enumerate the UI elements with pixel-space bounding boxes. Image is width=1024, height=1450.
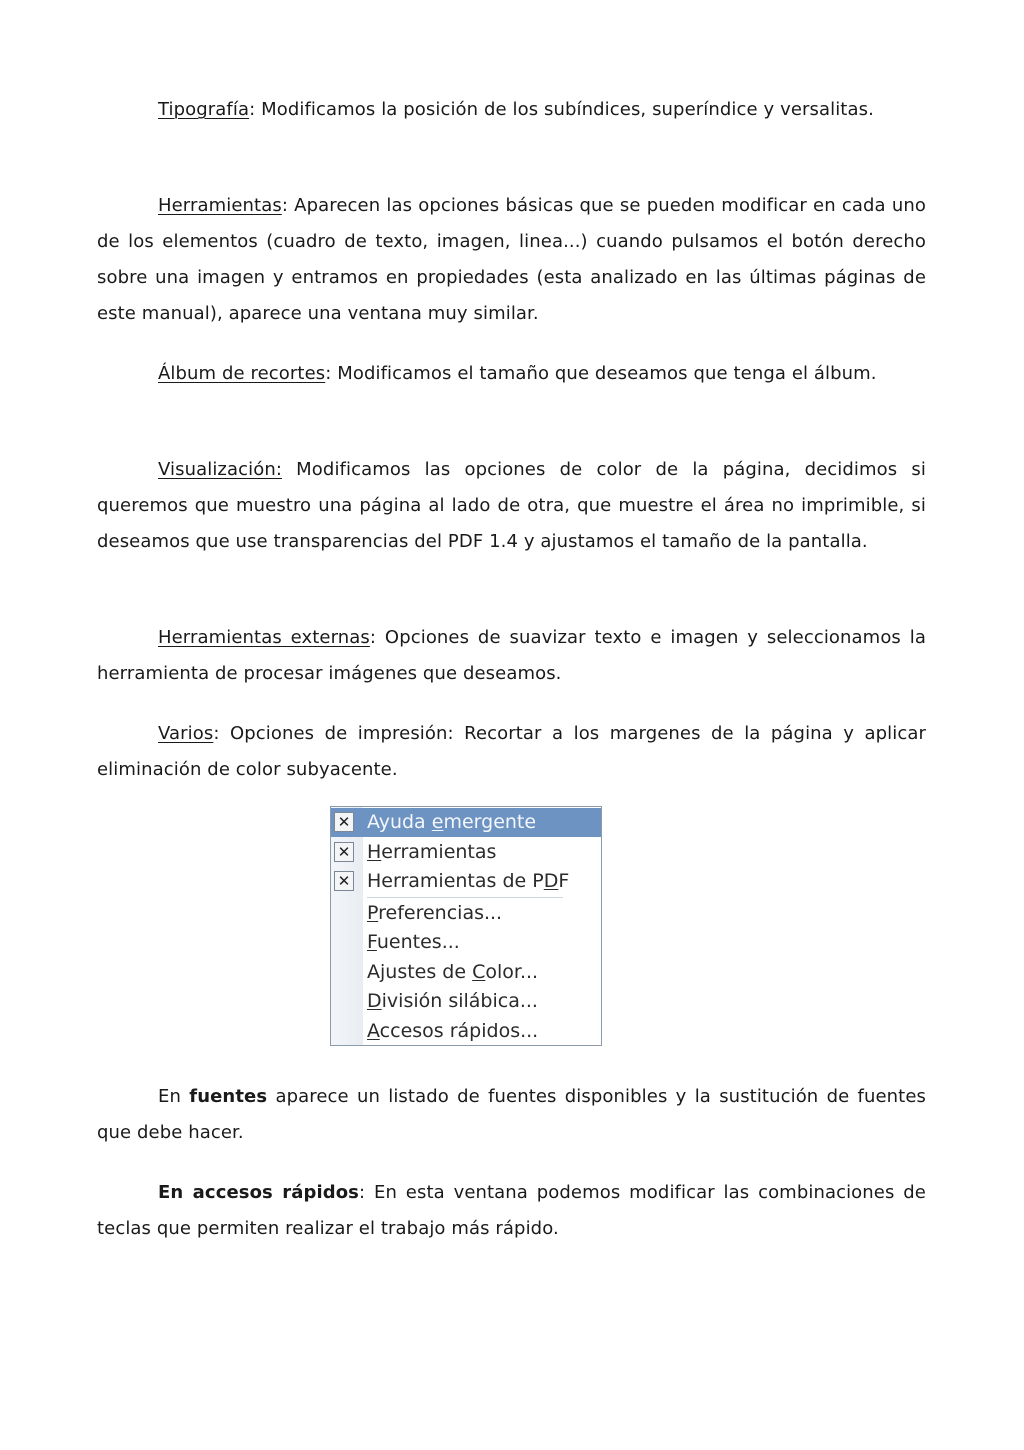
separator (282, 459, 296, 480)
checkbox-checked-icon[interactable]: ✕ (334, 842, 354, 862)
separator: : (249, 99, 262, 120)
paragraph-text: : En esta ventana podemos modificar las combinaciones de teclas que permiten realizar el trabajo más rápido. (97, 1182, 926, 1239)
menu-item-herramientas-pdf[interactable] (331, 867, 601, 896)
menu-item-ajustes-color[interactable] (331, 958, 601, 987)
paragraph-accesos-rapidos (97, 1175, 926, 1247)
menu-item-label: Ajustes de Color... (367, 961, 539, 983)
separator: : (325, 363, 338, 384)
menu-item-label: Herramientas (367, 841, 497, 863)
paragraph-varios (97, 716, 926, 788)
menu-item-label: Accesos rápidos... (367, 1020, 539, 1042)
paragraph-text: Modificamos el tamaño que deseamos que tenga el álbum. (337, 363, 877, 384)
menu-item-label: Preferencias... (367, 902, 503, 924)
menu-item-label: Herramientas de PDF (367, 870, 570, 892)
menu-item-label: Ayuda emergente (367, 811, 537, 833)
menu-item-label: División silábica... (367, 990, 538, 1012)
paragraph-text: Modificamos las opciones de color de la página, decidimos si queremos que muestro una página al lado de otra, que muestre el área no imprimible, si deseamos que use transparencias del PDF 1.4 y ajustamos el tamaño de la pantalla. (97, 459, 926, 552)
menu-item-label: Fuentes... (367, 931, 460, 953)
paragraph-herramientas (97, 188, 926, 332)
menu-item-preferencias[interactable] (331, 899, 601, 928)
paragraph-visualizacion (97, 452, 926, 560)
term-fuentes: fuentes (189, 1086, 268, 1107)
separator: : (369, 627, 385, 648)
paragraph-text: Opciones de suavizar texto e imagen y seleccionamos la herramienta de procesar imágenes que deseamos. (97, 627, 926, 684)
menu-item-ayuda-emergente[interactable] (331, 808, 601, 837)
menu-item-herramientas[interactable] (331, 838, 601, 867)
term-accesos-rapidos: En accesos rápidos (158, 1182, 359, 1203)
menu-item-accesos-rapidos[interactable] (331, 1017, 601, 1046)
menu-item-division-silabica[interactable] (331, 987, 601, 1016)
paragraph-herramientas-externas (97, 620, 926, 692)
paragraph-text: Modificamos la posición de los subíndices, superíndice y versalitas. (261, 99, 874, 120)
paragraph-album-recortes (97, 356, 926, 392)
settings-menu (330, 806, 602, 1046)
term-visualizacion: Visualización: (158, 459, 282, 480)
paragraph-text: aparece un listado de fuentes disponibles y la sustitución de fuentes que debe hacer. (97, 1086, 926, 1143)
term-herramientas-externas: Herramientas externas (158, 627, 370, 648)
term-varios: Varios (158, 723, 214, 744)
term-album-recortes: Álbum de recortes (158, 363, 326, 384)
term-tipografia: Tipografía (158, 99, 250, 120)
paragraph-text: Aparecen las opciones básicas que se pueden modificar en cada uno de los elementos (cuadro de texto, imagen, linea...) cuando pulsamos el botón derecho sobre una imagen y entramos en propiedades (esta analizado en las últimas páginas de este manual), aparece una ventana muy similar. (97, 195, 926, 324)
menu-separator (367, 897, 563, 898)
paragraph-text: Opciones de impresión: Recortar a los margenes de la página y aplicar eliminación de color subyacente. (97, 723, 926, 780)
checkbox-checked-icon[interactable]: ✕ (334, 812, 354, 832)
paragraph-fuentes (97, 1079, 926, 1151)
term-herramientas: Herramientas (158, 195, 282, 216)
menu-item-fuentes[interactable] (331, 928, 601, 957)
separator: : (213, 723, 230, 744)
checkbox-checked-icon[interactable]: ✕ (334, 871, 354, 891)
paragraph-tipografia (97, 92, 926, 128)
paragraph-lead: En (158, 1086, 190, 1107)
separator: : (281, 195, 295, 216)
